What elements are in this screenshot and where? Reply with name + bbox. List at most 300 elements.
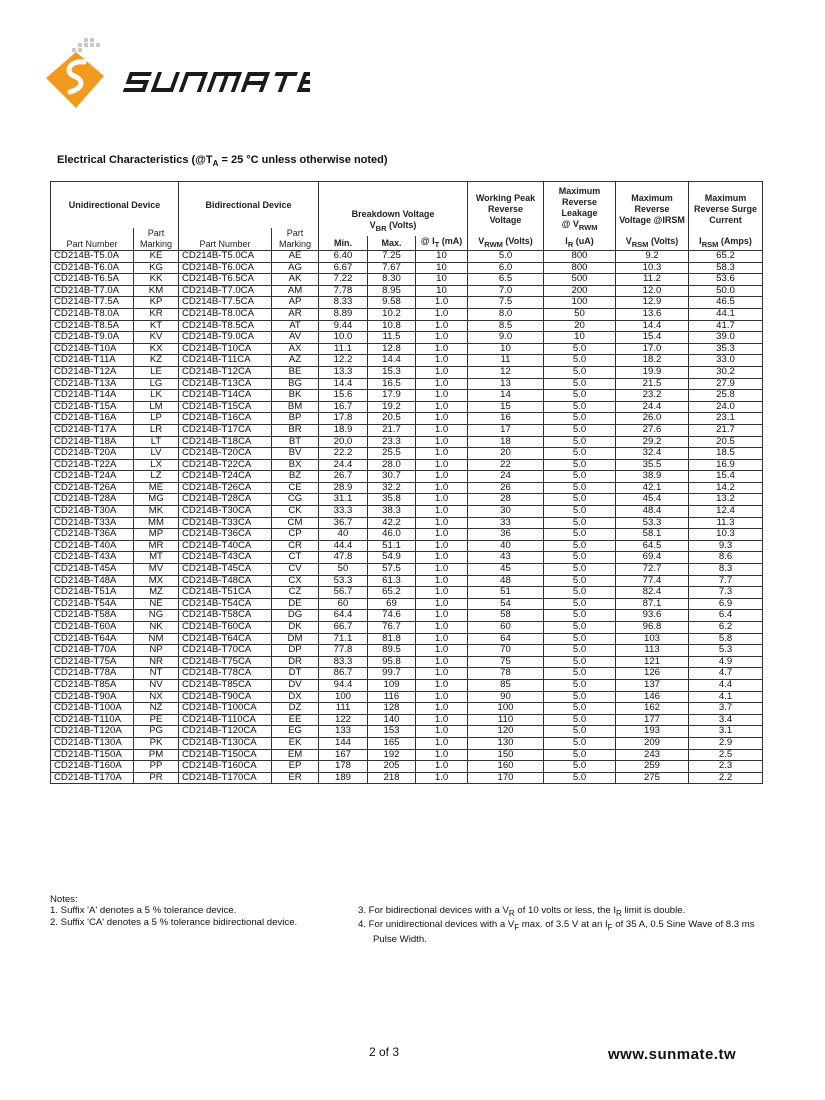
table-cell: AR [272,308,319,320]
table-cell: 205 [368,761,416,773]
table-cell: 33 [468,517,544,529]
table-cell: CM [272,517,319,529]
table-cell: 8.95 [368,285,416,297]
table-cell: 6.5 [468,274,544,286]
table-cell: 48.4 [616,506,689,518]
table-cell: 21.7 [368,424,416,436]
table-cell: CD214B-T75A [51,656,134,668]
table-cell: CD214B-T85A [51,679,134,691]
table-cell: CD214B-T8.0A [51,308,134,320]
table-cell: CD214B-T5.0CA [179,251,272,263]
table-cell: 4.1 [689,691,763,703]
table-cell: CD214B-T12A [51,366,134,378]
table-cell: 71.1 [319,633,368,645]
table-cell: 58.3 [689,262,763,274]
table-cell: 20 [468,448,544,460]
table-cell: MV [134,564,179,576]
table-cell: 32.2 [368,482,416,494]
table-cell: CD214B-T26A [51,482,134,494]
table-cell: CD214B-T9.0CA [179,332,272,344]
table-cell: 8.0 [468,308,544,320]
table-cell: CD214B-T45CA [179,564,272,576]
table-cell: 17.0 [616,343,689,355]
table-cell: 10.3 [689,529,763,541]
table-cell: CD214B-T150CA [179,749,272,761]
table-cell: 70 [468,645,544,657]
table-cell: 1.0 [416,714,468,726]
table-cell: CD214B-T78CA [179,668,272,680]
table-cell: AX [272,343,319,355]
table-cell: 1.0 [416,645,468,657]
table-cell: 5.0 [544,703,616,715]
table-cell: 5.0 [544,390,616,402]
vbr-label [322,220,464,234]
table-cell: 20.0 [319,436,368,448]
table-cell: 10 [416,274,468,286]
table-row [51,737,763,749]
table-cell: CD214B-T64A [51,633,134,645]
table-cell: PM [134,749,179,761]
irsm-sub: RSM [701,239,719,249]
table-cell: 5.0 [544,482,616,494]
table-cell: 22.2 [319,448,368,460]
table-cell: 1.0 [416,401,468,413]
vbr-sub: BR [375,224,387,233]
table-cell: 65.2 [368,587,416,599]
table-cell: 128 [368,703,416,715]
table-cell: 8.3 [689,564,763,576]
table-cell: 12 [468,366,544,378]
table-cell: 5.0 [544,622,616,634]
table-cell: 56.7 [319,587,368,599]
table-cell: 4.4 [689,679,763,691]
table-cell: 21.7 [689,424,763,436]
table-cell: CD214B-T45A [51,564,134,576]
table-cell: 7.0 [468,285,544,297]
table-row [51,645,763,657]
table-cell: CD214B-T20A [51,448,134,460]
table-cell: 5.0 [544,471,616,483]
table-cell: CD214B-T40A [51,540,134,552]
table-cell: 1.0 [416,390,468,402]
breakdown-header [319,182,468,237]
table-cell: 12.2 [319,355,368,367]
table-cell: 53.3 [616,517,689,529]
table-header [51,182,763,251]
table-cell: 21.5 [616,378,689,390]
table-cell: 99.7 [368,668,416,680]
table-cell: 1.0 [416,506,468,518]
table-cell: 209 [616,737,689,749]
table-cell: 1.0 [416,726,468,738]
table-cell: 10.0 [319,332,368,344]
table-cell: CD214B-T17CA [179,424,272,436]
table-cell: 19.9 [616,366,689,378]
table-row [51,390,763,402]
table-cell: 18.9 [319,424,368,436]
table-cell: 14.4 [616,320,689,332]
table-cell: 20.5 [368,413,416,425]
table-cell: 5.0 [544,424,616,436]
table-cell: LX [134,459,179,471]
website-url: www.sunmate.tw [608,1046,737,1063]
vbr-unit: (Volts) [386,220,417,231]
table-cell: 5.0 [544,645,616,657]
table-cell: CD214B-T33A [51,517,134,529]
table-cell: 7.78 [319,285,368,297]
table-cell: BP [272,413,319,425]
table-cell: 5.0 [544,610,616,622]
table-cell: DZ [272,703,319,715]
page-number: 2 of 3 [369,1045,400,1059]
bi-part-number-header: Part Number [179,228,272,251]
table-cell: CD214B-T60CA [179,622,272,634]
table-cell: 69 [368,598,416,610]
table-row [51,494,763,506]
table-cell: CD214B-T10A [51,343,134,355]
table-cell: 23.2 [616,390,689,402]
vrsm-unit: (Volts) [648,236,679,247]
table-cell: 10.8 [368,320,416,332]
table-cell: 100 [319,691,368,703]
table-cell: MP [134,529,179,541]
table-cell: 15.4 [616,332,689,344]
table-cell: KT [134,320,179,332]
table-cell: 5.0 [544,575,616,587]
table-cell: CD214B-T14A [51,390,134,402]
table-cell: PR [134,772,179,784]
table-cell: 1.0 [416,668,468,680]
table-cell: 5.0 [544,633,616,645]
table-cell: CD214B-T120A [51,726,134,738]
table-cell: CD214B-T43CA [179,552,272,564]
table-cell: 75 [468,656,544,668]
note-3 [358,905,770,919]
table-cell: CD214B-T110CA [179,714,272,726]
table-row [51,320,763,332]
table-cell: 28.9 [319,482,368,494]
table-cell: 16.5 [368,378,416,390]
table-cell: 1.0 [416,320,468,332]
table-cell: CR [272,540,319,552]
table-cell: 14.2 [689,482,763,494]
table-cell: 1.0 [416,529,468,541]
table-cell: EG [272,726,319,738]
table-cell: 4.9 [689,656,763,668]
table-row [51,772,763,784]
table-row [51,598,763,610]
table-cell: DR [272,656,319,668]
table-cell: 140 [368,714,416,726]
table-cell: KV [134,332,179,344]
table-cell: 64.5 [616,540,689,552]
table-cell: 12.4 [689,506,763,518]
table-cell: PG [134,726,179,738]
table-cell: CD214B-T30CA [179,506,272,518]
table-row [51,378,763,390]
table-cell: AP [272,297,319,309]
leak-at [547,219,612,233]
table-cell: CG [272,494,319,506]
table-cell: 5.0 [544,355,616,367]
table-cell: KG [134,262,179,274]
table-cell: 33.3 [319,506,368,518]
table-cell: CD214B-T43A [51,552,134,564]
table-row [51,297,763,309]
table-cell: 144 [319,737,368,749]
table-cell: 5.0 [544,366,616,378]
table-cell: 5.0 [544,378,616,390]
table-cell: 25.5 [368,448,416,460]
table-cell: CD214B-T13A [51,378,134,390]
table-row [51,587,763,599]
table-cell: 18.5 [689,448,763,460]
table-cell: MK [134,506,179,518]
table-cell: 31.1 [319,494,368,506]
table-row [51,529,763,541]
ir-header [544,236,616,251]
table-cell: 24.4 [616,401,689,413]
uni-header: Unidirectional Device [51,182,179,229]
table-cell: 120 [468,726,544,738]
notes-heading: Notes: [50,894,78,905]
table-cell: 5.0 [544,737,616,749]
table-cell: LP [134,413,179,425]
table-cell: 54.9 [368,552,416,564]
table-cell: LK [134,390,179,402]
table-cell: ME [134,482,179,494]
table-cell: 5.0 [544,506,616,518]
breakdown-title: Breakdown Voltage [351,209,435,220]
table-cell: 57.5 [368,564,416,576]
table-cell: 5.0 [544,714,616,726]
table-cell: CD214B-T15A [51,401,134,413]
table-row [51,517,763,529]
table-cell: 1.0 [416,564,468,576]
table-cell: 7.22 [319,274,368,286]
table-cell: 50 [544,308,616,320]
table-cell: 259 [616,761,689,773]
table-cell: 5.0 [544,679,616,691]
table-cell: 1.0 [416,622,468,634]
table-cell: CD214B-T54A [51,598,134,610]
table-cell: 24 [468,471,544,483]
table-cell: 200 [544,285,616,297]
table-cell: 48 [468,575,544,587]
table-cell: 1.0 [416,552,468,564]
table-cell: 30 [468,506,544,518]
leak-at-v: @ V [561,218,579,229]
vrwm-unit: (Volts) [502,236,533,247]
note-3-b: of 10 volts or less, the I [514,905,617,916]
title-prefix: Electrical Characteristics (@T [57,154,213,166]
table-cell: NR [134,656,179,668]
table-cell: NT [134,668,179,680]
table-cell: 9.2 [616,251,689,263]
table-cell: 44.1 [689,308,763,320]
table-cell: DK [272,622,319,634]
table-cell: 64.4 [319,610,368,622]
table-cell: 6.9 [689,598,763,610]
table-cell: 78 [468,668,544,680]
table-cell: CD214B-T6.0A [51,262,134,274]
table-cell: 5.8 [689,633,763,645]
table-cell: 1.0 [416,761,468,773]
table-cell: 17.9 [368,390,416,402]
table-cell: 7.25 [368,251,416,263]
table-cell: DV [272,679,319,691]
table-cell: 193 [616,726,689,738]
table-cell: 3.4 [689,714,763,726]
table-cell: 23.3 [368,436,416,448]
table-row [51,459,763,471]
table-cell: 35.5 [616,459,689,471]
table-cell: 51 [468,587,544,599]
table-cell: 5.0 [544,343,616,355]
table-cell: CD214B-T51CA [179,587,272,599]
table-cell: 1.0 [416,332,468,344]
table-row [51,656,763,668]
bi-header: Bidirectional Device [179,182,319,229]
table-cell: CD214B-T22A [51,459,134,471]
table-cell: MZ [134,587,179,599]
table-cell: 14.4 [368,355,416,367]
table-cell: DP [272,645,319,657]
table-cell: 58 [468,610,544,622]
table-cell: CD214B-T26CA [179,482,272,494]
table-cell: CD214B-T11CA [179,355,272,367]
table-cell: 9.44 [319,320,368,332]
table-cell: 121 [616,656,689,668]
table-cell: 109 [368,679,416,691]
table-cell: CD214B-T70A [51,645,134,657]
table-cell: CD214B-T110A [51,714,134,726]
table-row [51,749,763,761]
table-cell: 7.3 [689,587,763,599]
table-cell: 89.5 [368,645,416,657]
table-cell: CD214B-T170A [51,772,134,784]
table-cell: 116 [368,691,416,703]
table-cell: 35.3 [689,343,763,355]
table-cell: CD214B-T100CA [179,703,272,715]
table-cell: KK [134,274,179,286]
table-cell: CD214B-T22CA [179,459,272,471]
table-cell: CD214B-T17A [51,424,134,436]
table-cell: 275 [616,772,689,784]
table-cell: EK [272,737,319,749]
table-row [51,332,763,344]
table-cell: 14.4 [319,378,368,390]
table-cell: NK [134,622,179,634]
table-cell: 94.4 [319,679,368,691]
table-cell: 38.3 [368,506,416,518]
table-cell: 28 [468,494,544,506]
table-cell: CX [272,575,319,587]
table-cell: DX [272,691,319,703]
table-cell: 2.2 [689,772,763,784]
table-cell: CD214B-T7.5A [51,297,134,309]
table-cell: DE [272,598,319,610]
table-cell: 1.0 [416,656,468,668]
note-4-a: 4. For unidirectional devices with a V [358,919,515,931]
table-cell: CD214B-T60A [51,622,134,634]
table-cell: 43 [468,552,544,564]
max-header: Max. [368,236,416,251]
table-cell: CD214B-T7.5CA [179,297,272,309]
table-cell: 16.7 [319,401,368,413]
table-cell: KP [134,297,179,309]
vrsm-header [616,236,689,251]
table-cell: 40 [468,540,544,552]
table-cell: AV [272,332,319,344]
it-pre: @ I [420,236,435,247]
table-cell: EM [272,749,319,761]
note-2: 2. Suffix 'CA' denotes a 5 % tolerance bidirectional device. [50,916,298,928]
table-row [51,274,763,286]
table-cell: CD214B-T85CA [179,679,272,691]
table-cell: CD214B-T30A [51,506,134,518]
table-cell: CD214B-T28A [51,494,134,506]
table-cell: NV [134,679,179,691]
table-cell: 11.1 [319,343,368,355]
table-cell: 27.9 [689,378,763,390]
table-cell: CD214B-T15CA [179,401,272,413]
table-cell: 8.30 [368,274,416,286]
irsm-title: Maximum Reverse Surge Current [689,182,763,237]
table-row [51,262,763,274]
table-cell: 5.0 [544,529,616,541]
table-cell: CD214B-T33CA [179,517,272,529]
table-row [51,413,763,425]
table-cell: 1.0 [416,355,468,367]
ir-unit: (uA) [573,236,594,247]
table-cell: 23.1 [689,413,763,425]
table-cell: LZ [134,471,179,483]
table-cell: 2.3 [689,761,763,773]
table-cell: 13.2 [689,494,763,506]
table-cell: 11.3 [689,517,763,529]
table-row [51,355,763,367]
table-cell: 5.0 [544,540,616,552]
table-row [51,714,763,726]
table-cell: 5.0 [544,517,616,529]
table-cell: 8.33 [319,297,368,309]
table-cell: 170 [468,772,544,784]
uni-part-marking-header: Part Marking [134,228,179,251]
table-cell: 7.5 [468,297,544,309]
table-cell: CK [272,506,319,518]
table-cell: 15 [468,401,544,413]
table-cell: 58.1 [616,529,689,541]
table-cell: 18 [468,436,544,448]
table-cell: AE [272,251,319,263]
table-cell: CD214B-T58A [51,610,134,622]
table-cell: 1.0 [416,424,468,436]
table-cell: 189 [319,772,368,784]
table-cell: 17 [468,424,544,436]
table-row [51,575,763,587]
table-cell: CD214B-T6.5A [51,274,134,286]
table-cell: 8.89 [319,308,368,320]
table-row [51,471,763,483]
table-cell: 69.4 [616,552,689,564]
table-cell: CD214B-T58CA [179,610,272,622]
table-cell: MR [134,540,179,552]
table-cell: 74.6 [368,610,416,622]
table-cell: 40 [319,529,368,541]
table-cell: PE [134,714,179,726]
vrwm-title: Working Peak Reverse Voltage [468,182,544,237]
